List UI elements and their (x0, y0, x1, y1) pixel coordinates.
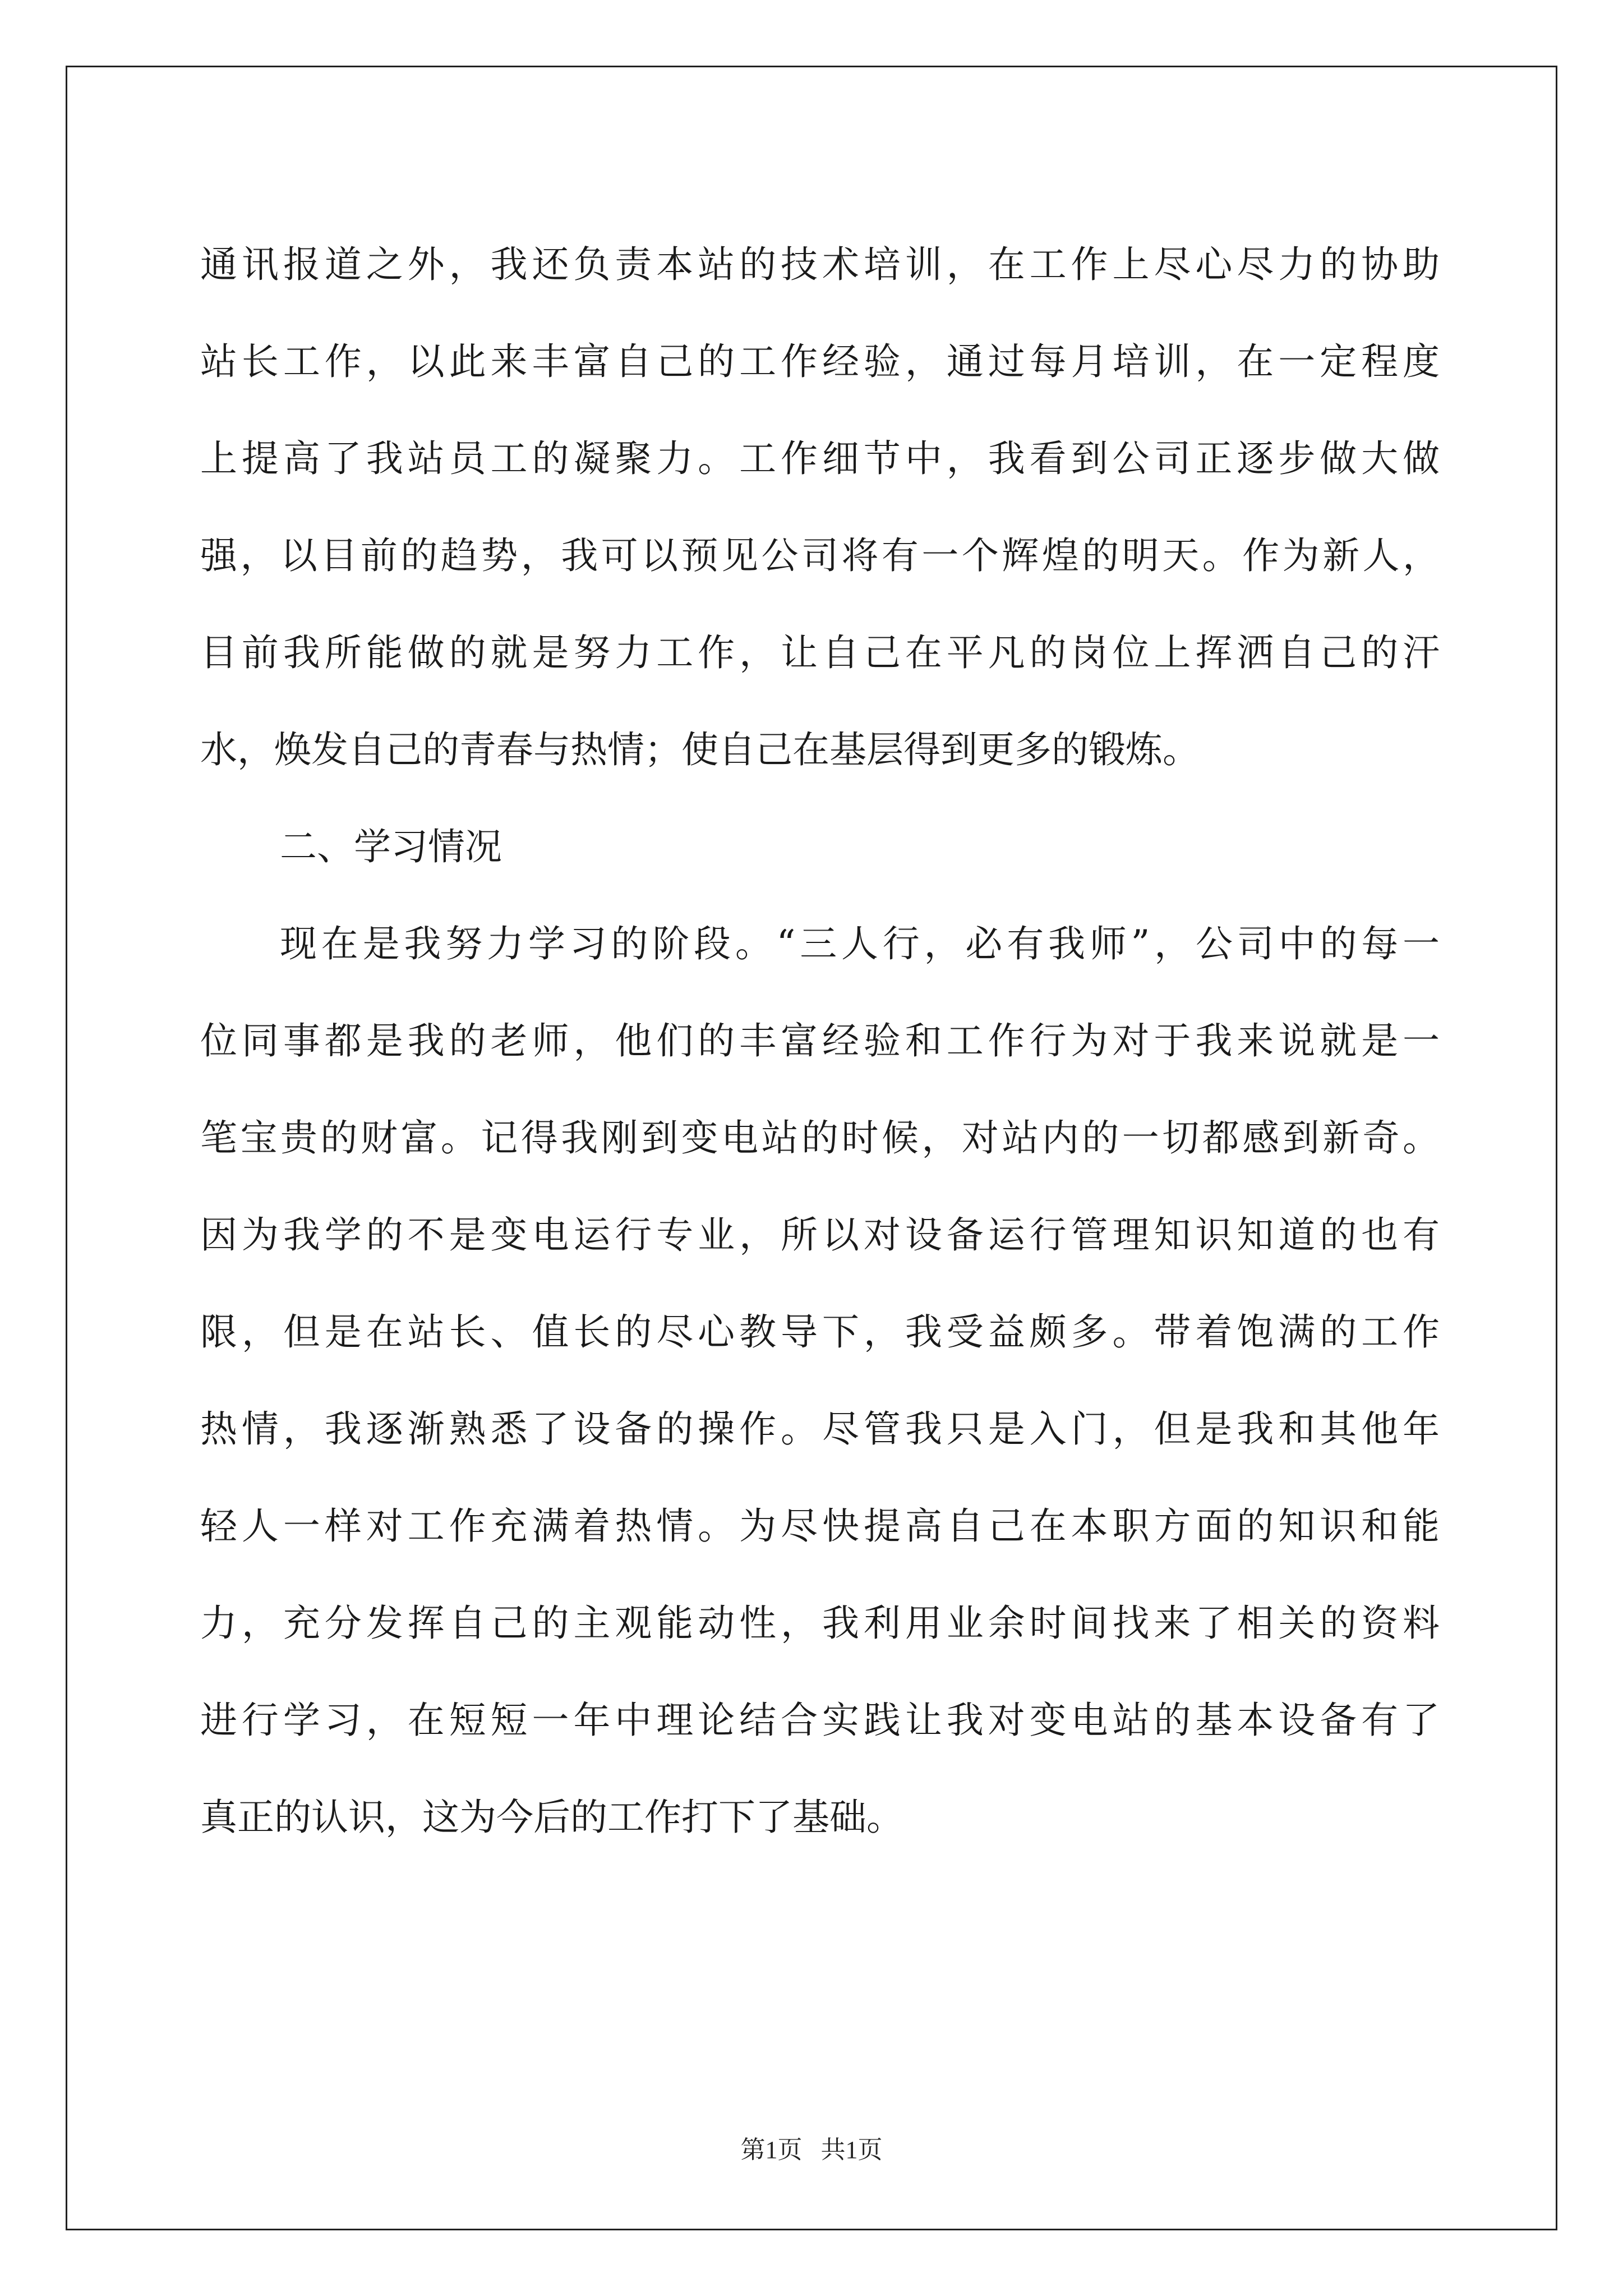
text-line: 水，焕发自己的青春与热情；使自己在基层得到更多的锻炼。 (200, 728, 1200, 771)
text-line: 位同事都是我的老师，他们的丰富经验和工作行为对于我来说就是一 (200, 1019, 1440, 1062)
text-line: 笔宝贵的财富。记得我刚到变电站的时候，对站内的一切都感到新奇。 (200, 1116, 1440, 1159)
text-line: 限，但是在站长、值长的尽心教导下，我受益颇多。带着饱满的工作 (200, 1310, 1440, 1354)
text-line: 真正的认识，这为今后的工作打下了基础。 (200, 1796, 903, 1839)
text-line: 站长工作，以此来丰富自己的工作经验，通过每月培训，在一定程度 (200, 340, 1440, 383)
text-line: 通讯报道之外，我还负责本站的技术培训，在工作上尽心尽力的协助 (200, 243, 1440, 286)
section-heading: 二、学习情况 (280, 825, 502, 868)
text-line: 热情，我逐渐熟悉了设备的操作。尽管我只是入门，但是我和其他年 (200, 1407, 1440, 1451)
text-line: 轻人一样对工作充满着热情。为尽快提高自己在本职方面的知识和能 (200, 1504, 1440, 1548)
text-line: 上提高了我站员工的凝聚力。工作细节中，我看到公司正逐步做大做 (200, 437, 1440, 480)
text-line: 因为我学的不是变电运行专业，所以对设备运行管理知识知道的也有 (200, 1213, 1440, 1257)
text-line: 目前我所能做的就是努力工作，让自己在平凡的岗位上挥洒自己的汗 (200, 631, 1440, 674)
page-number-footer: 第1页 共1页 (740, 2136, 883, 2164)
text-line: 现在是我努力学习的阶段。“三人行，必有我师”，公司中的每一 (280, 922, 1440, 965)
text-line: 强，以目前的趋势，我可以预见公司将有一个辉煌的明天。作为新人， (200, 534, 1440, 577)
text-line: 进行学习，在短短一年中理论结合实践让我对变电站的基本设备有了 (200, 1699, 1440, 1742)
text-line: 力，充分发挥自己的主观能动性，我利用业余时间找来了相关的资料 (200, 1602, 1440, 1645)
document-body (200, 216, 1440, 1866)
